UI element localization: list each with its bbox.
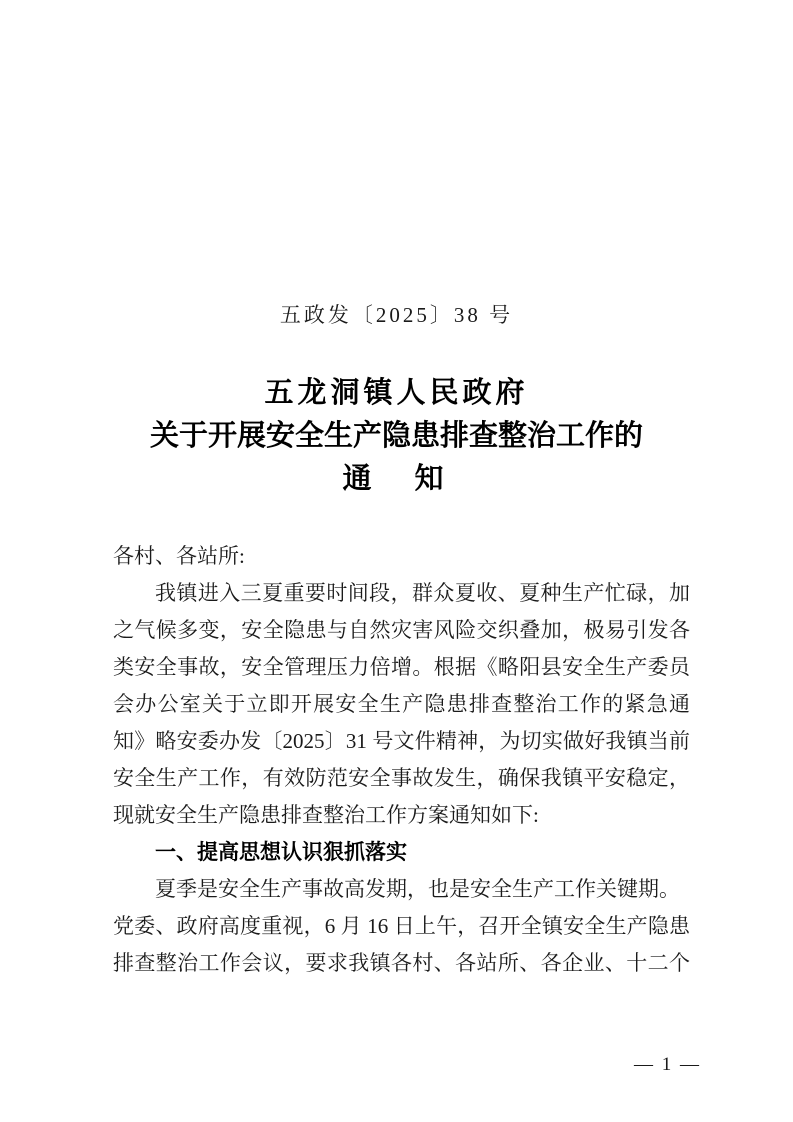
document-body	[113, 538, 690, 982]
body-line: 夏季是安全生产事故高发期，也是安全生产工作关键期。	[155, 877, 680, 901]
title-subject: 关于开展安全生产隐患排查整治工作的	[149, 420, 643, 452]
body-line: 会办公室关于立即开展安全生产隐患排查整治工作的紧急通	[113, 692, 690, 716]
body-line: 之气候多变，安全隐患与自然灾害风险交织叠加，极易引发各	[113, 618, 690, 642]
body-line: 我镇进入三夏重要时间段，群众夏收、夏种生产忙碌，加	[155, 581, 690, 605]
title-issuer: 五龙洞镇人民政府	[264, 377, 529, 409]
body-line: 知》略安委办发〔2025〕31 号文件精神，为切实做好我镇当前	[113, 729, 690, 753]
body-line: 安全生产工作，有效防范安全事故发生，确保我镇平安稳定，	[113, 766, 690, 790]
body-line: 类安全事故，安全管理压力倍增。根据《略阳县安全生产委员	[113, 655, 690, 679]
body-line: 排查整治工作会议，要求我镇各村、各站所、各企业、十二个	[113, 951, 690, 975]
body-line: 现就安全生产隐患排查整治工作方案通知如下:	[113, 803, 539, 827]
title-notice-word: 通 知	[342, 463, 451, 495]
section-1-heading: 一、提高思想认识狠抓落实	[155, 841, 407, 864]
document-title	[0, 372, 793, 501]
salutation-line: 各村、各站所:	[113, 544, 245, 568]
document-number: 五政发〔2025〕38 号	[279, 303, 514, 327]
page-number: — 1 —	[634, 1054, 701, 1075]
body-line: 党委、政府高度重视，6 月 16 日上午，召开全镇安全生产隐患	[113, 914, 690, 938]
